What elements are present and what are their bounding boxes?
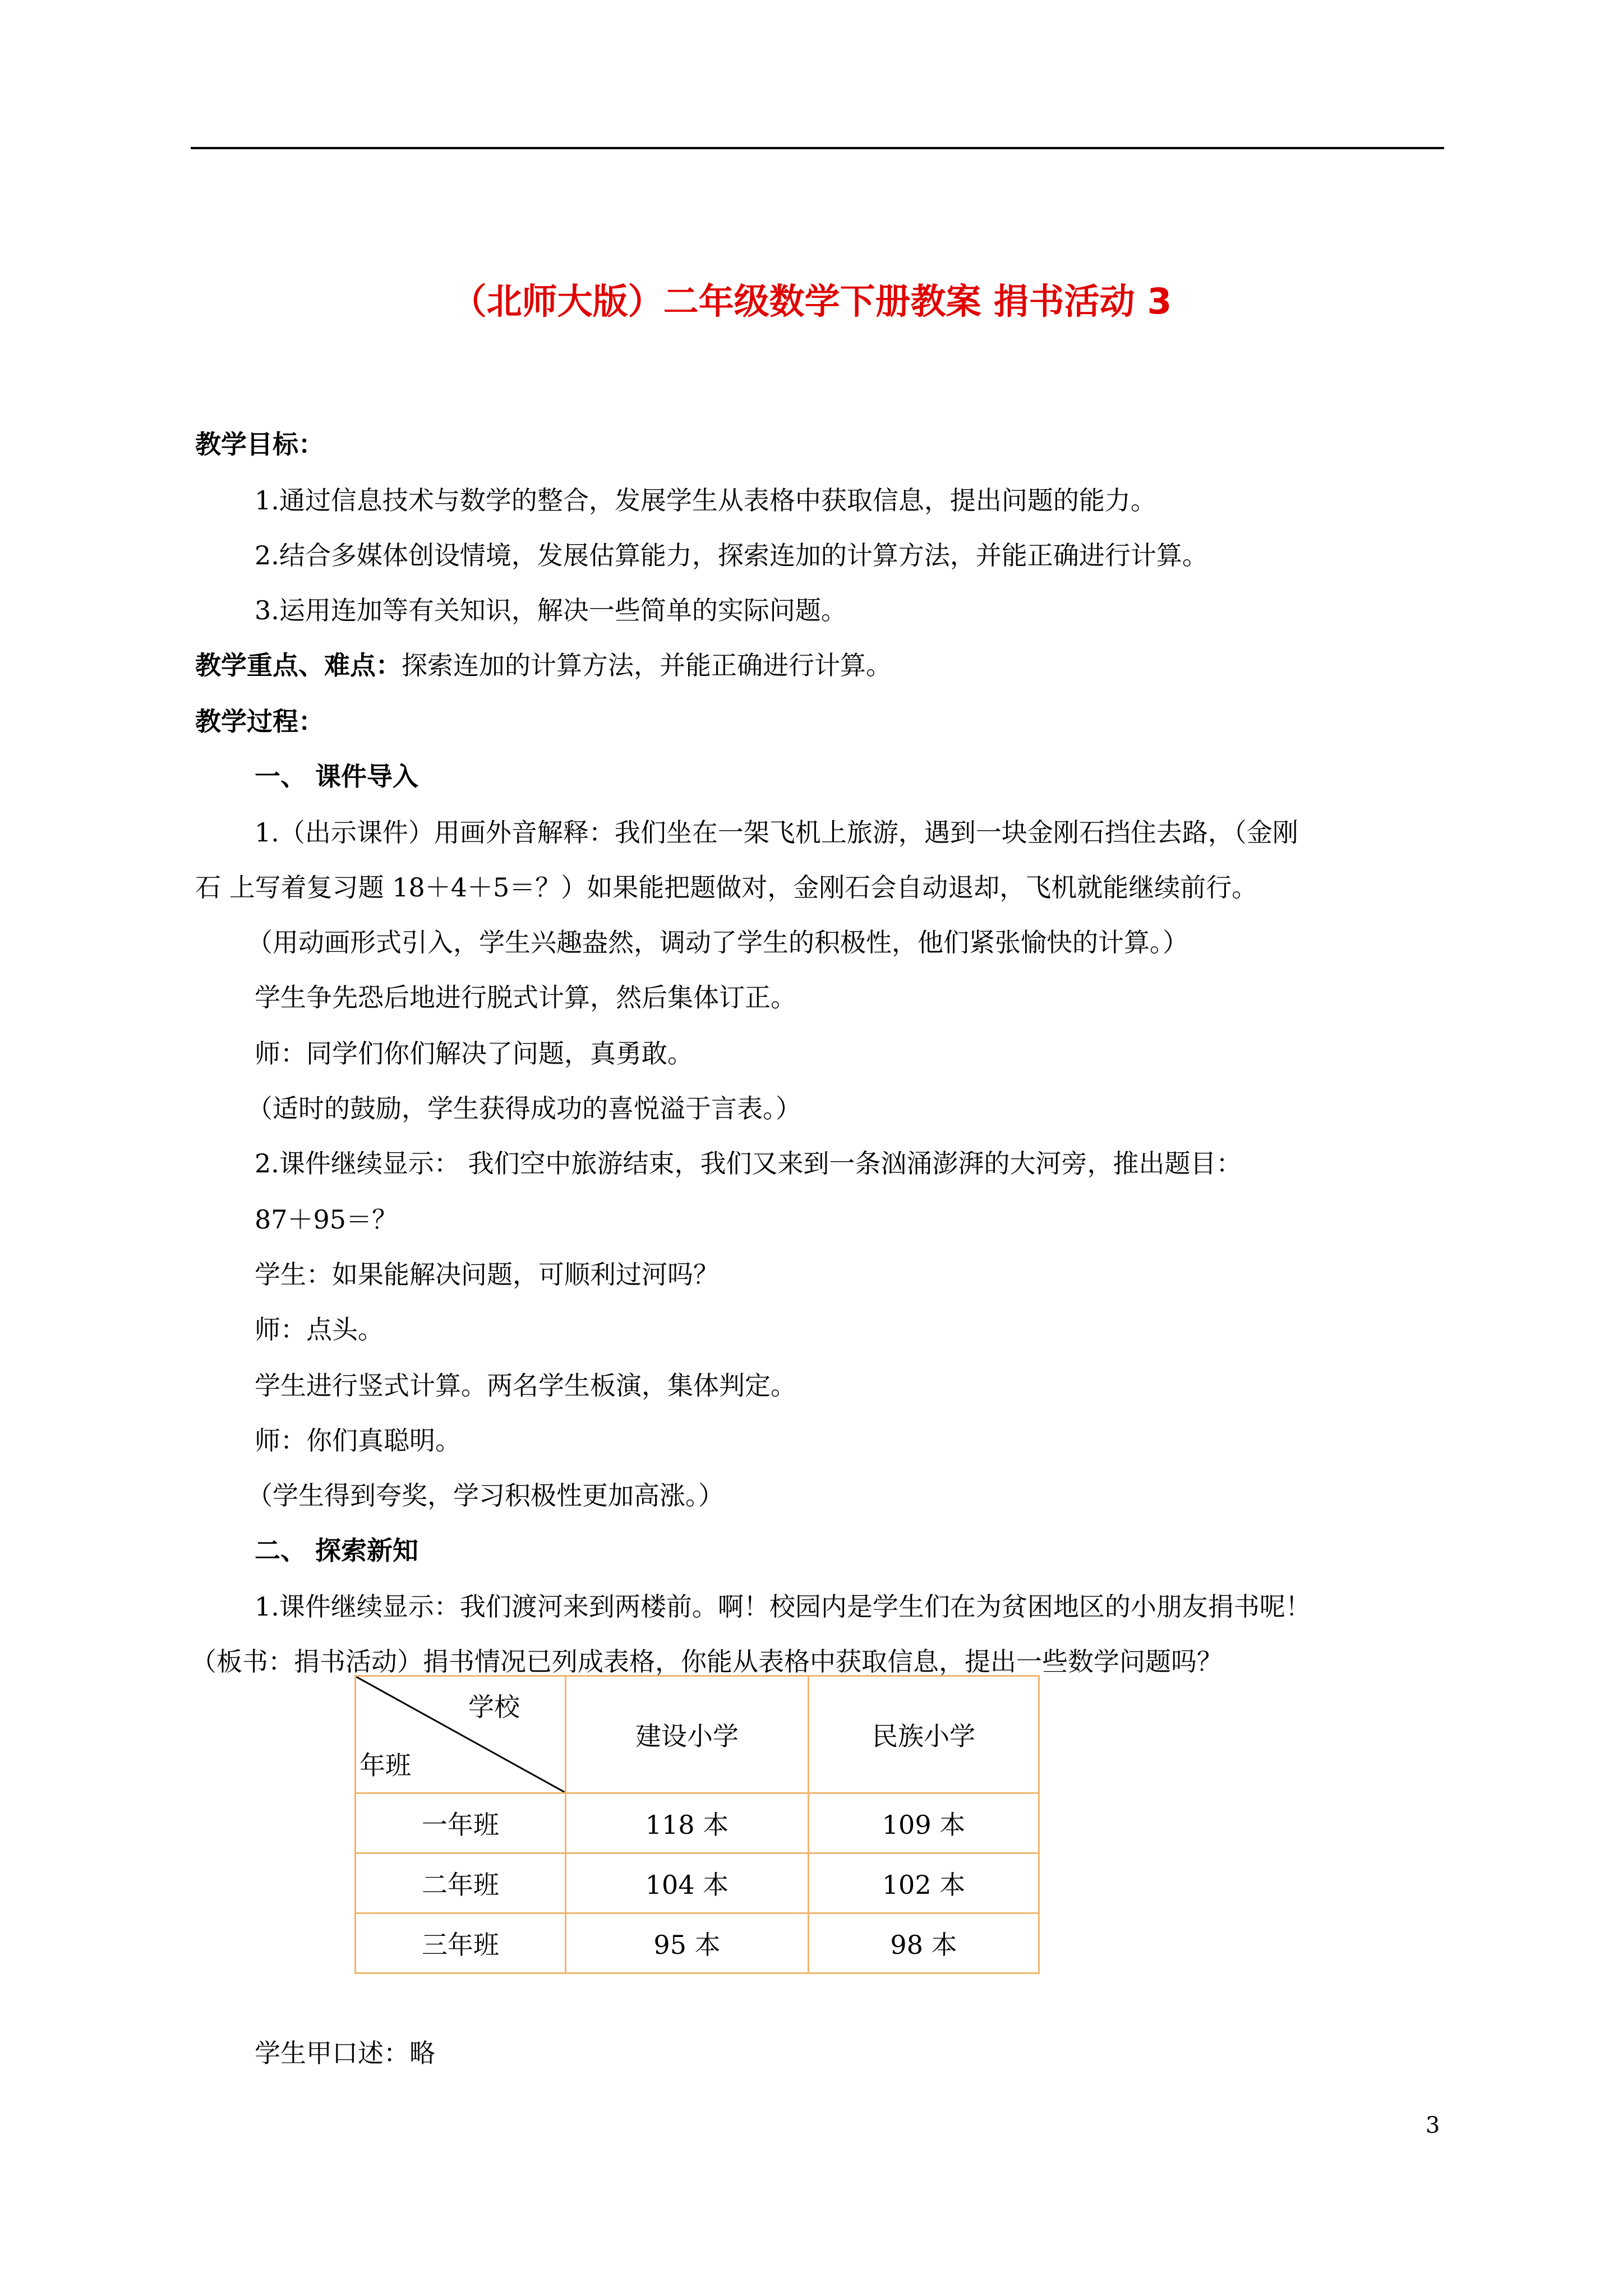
table-row-label: 二年班 [356,1853,566,1913]
objective-3: 3.运用连加等有关知识，解决一些简单的实际问题。 [255,595,847,625]
table-row-label: 一年班 [356,1793,566,1853]
header-rule [191,147,1444,149]
process-heading: 教学过程： [195,706,324,737]
section1-line-3: （用动画形式引入，学生兴趣盎然，调动了学生的积极性，他们紧张愉快的计算。） [247,927,1188,958]
objective-2: 2.结合多媒体创设情境，发展估算能力，探索连加的计算方法，并能正确进行计算。 [255,540,1208,570]
table-cell: 95 本 [566,1913,809,1973]
section1-line-9: 学生：如果能解决问题，可顺利过河吗？ [255,1259,719,1290]
table-cell: 98 本 [809,1913,1039,1973]
keypoints-line [195,648,892,682]
section1-line-12: 师：你们真聪明。 [255,1425,461,1456]
objectives-heading: 教学目标： [195,429,324,459]
table-column-header: 民族小学 [809,1676,1039,1793]
section1-line-1: 1.（出示课件）用画外音解释：我们坐在一架飞机上旅游，遇到一块金刚石挡住去路，（金刚 [255,817,1298,848]
section2-line-1: 1.课件继续显示：我们渡河来到两楼前。啊！校园内是学生们在为贫困地区的小朋友捐书呢！ [255,1591,1311,1622]
table-cell: 102 本 [809,1853,1039,1913]
section1-line-7: 2.课件继续显示： 我们空中旅游结束，我们又来到一条汹涌澎湃的大河旁，推出题目： [255,1148,1242,1179]
table-cell: 104 本 [566,1853,809,1913]
corner-bottom-label: 年班 [359,1750,411,1780]
keypoints-label: 教学重点、难点： [195,650,402,680]
section1-line-10: 师：点头。 [255,1314,384,1345]
table-column-header: 建设小学 [566,1676,809,1793]
section1-line-2: 石 上写着复习题 18＋4＋5＝？）如果能把题做对，金刚石会自动退却，飞机就能继续前行。 [195,872,1258,903]
section2-line-2: （板书：捐书活动）捐书情况已列成表格，你能从表格中获取信息，提出一些数学问题吗？ [191,1646,1223,1677]
objective-1: 1.通过信息技术与数学的整合，发展学生从表格中获取信息，提出问题的能力。 [255,485,1156,516]
table-row-label: 三年班 [356,1913,566,1973]
page-number: 3 [1426,2113,1440,2138]
section1-line-6: （适时的鼓励，学生获得成功的喜悦溢于言表。） [247,1093,801,1124]
table-cell: 109 本 [809,1793,1039,1853]
section1-heading: 一、 课件导入 [255,761,419,792]
table-header-row [356,1676,1039,1793]
section1-line-11: 学生进行竖式计算。两名学生板演，集体判定。 [255,1370,796,1401]
after-table-text: 学生甲口述：略 [255,2038,435,2068]
table-row [356,1853,1039,1913]
section1-line-8: 87＋95＝？ [255,1204,398,1235]
section1-line-13: （学生得到夸奖，学习积极性更加高涨。） [247,1480,724,1511]
section2-heading: 二、 探索新知 [255,1535,419,1566]
table-corner-cell [356,1676,566,1793]
table-row [356,1913,1039,1973]
section1-line-4: 学生争先恐后地进行脱式计算，然后集体订正。 [255,982,796,1013]
keypoints-text: 探索连加的计算方法，并能正确进行计算。 [402,650,892,680]
donation-table [354,1675,1040,1974]
corner-top-label: 学校 [468,1692,520,1722]
table-cell: 118 本 [566,1793,809,1853]
section1-line-5: 师：同学们你们解决了问题，真勇敢。 [255,1038,693,1069]
table-row [356,1793,1039,1853]
document-title: （北师大版）二年级数学下册教案 捐书活动 3 [451,281,1172,322]
